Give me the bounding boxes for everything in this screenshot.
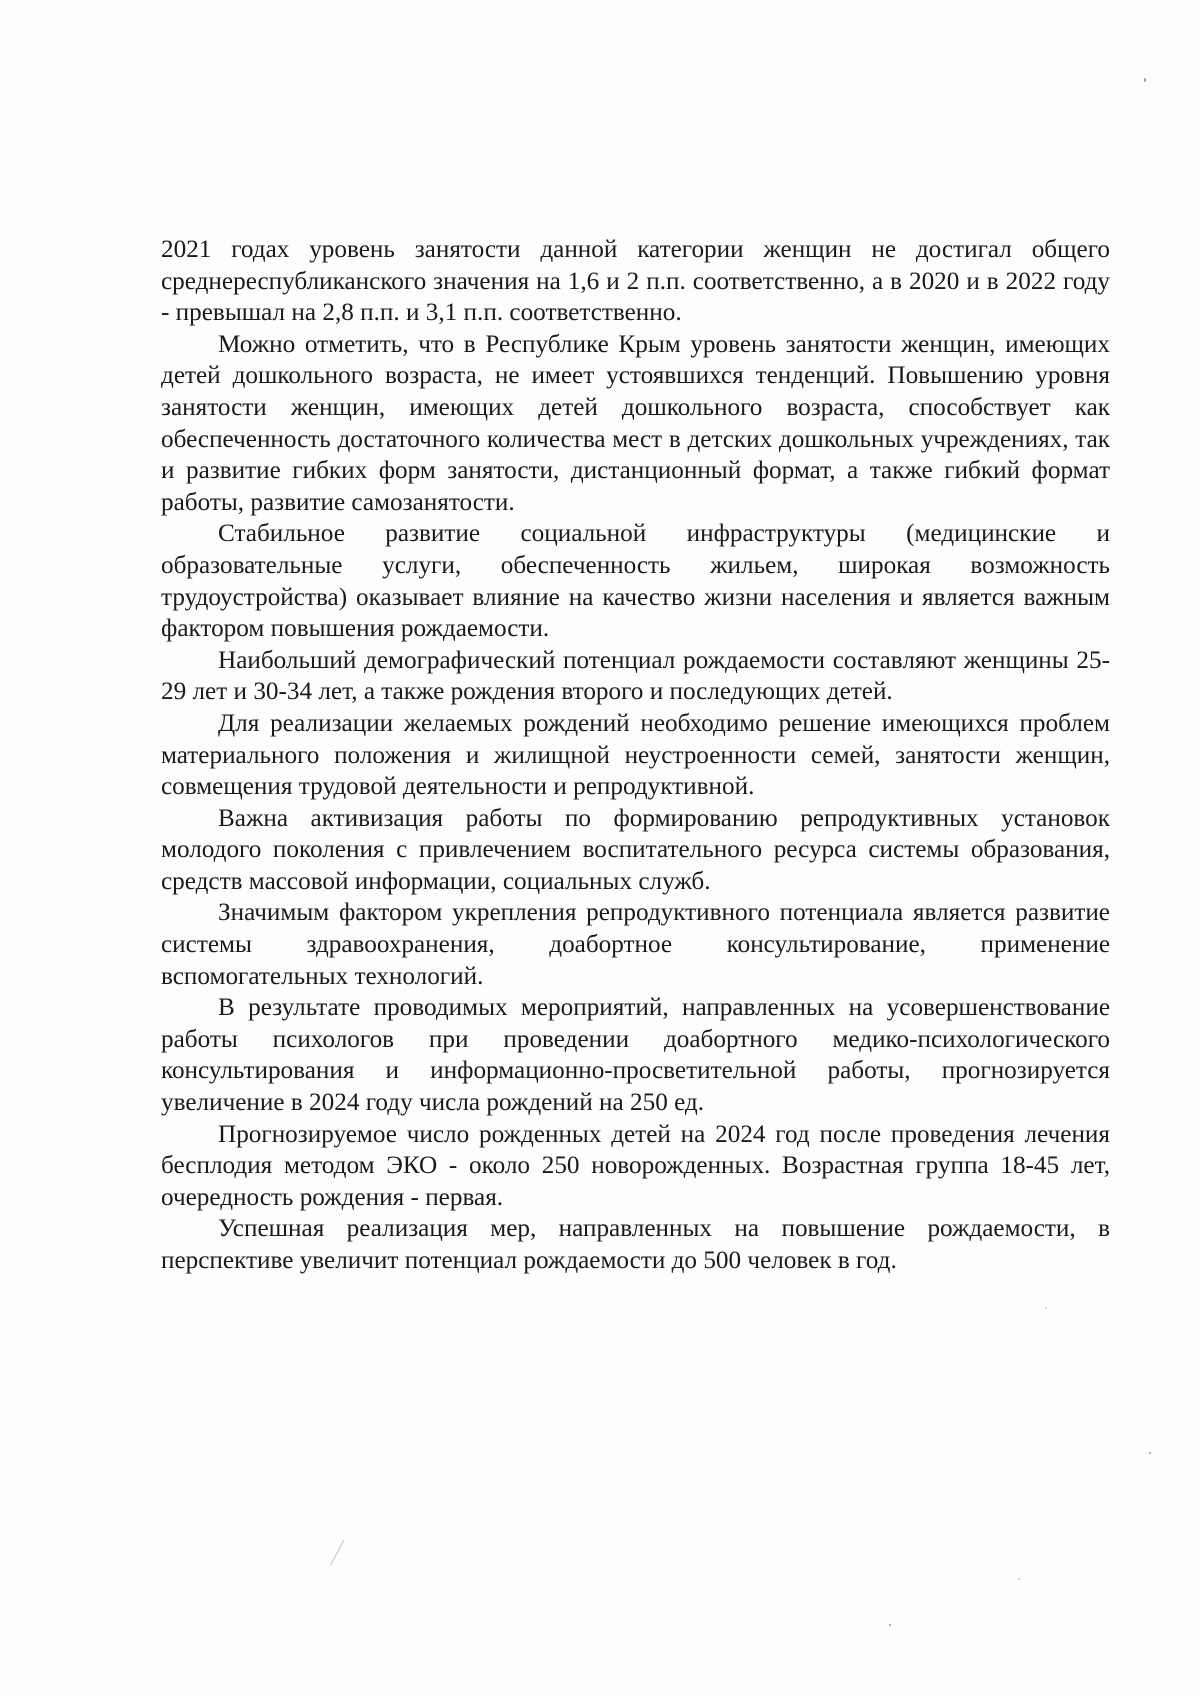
paragraph-psychologists-result: В результате проводимых мероприятий, направленных на усовершенствование работы психологов при проведении доабортного медико-психологического консультирования и информационно-просветительной работы, прогнозируется увеличение в 2024 году числа рождений на 250 ед. bbox=[161, 994, 1110, 1117]
paragraph-reproductive-attitudes: Важна активизация работы по формированию репродуктивных установок молодого поколения с привлечением воспитательного ресурса системы образования, средств массовой информации, социальных служб. bbox=[161, 804, 1110, 895]
scan-speck bbox=[889, 1624, 891, 1626]
scan-speck bbox=[1144, 78, 1146, 82]
document-body bbox=[161, 234, 1110, 1277]
paragraph-ivf-forecast: Прогнозируемое число рожденных детей на 2024 год после проведения лечения бесплодия методом ЭКО - около 250 новорожденных. Возрастная группа 18-45 лет, очередность рождения - первая. bbox=[161, 1120, 1110, 1211]
paragraph-desired-births: Для реализации желаемых рождений необходимо решение имеющихся проблем материального положения и жилищной неустроенности семей, занятости женщин, совмещения трудовой деятельности и репродуктивной. bbox=[161, 709, 1110, 801]
paragraph-demographic-potential: Наибольший демографический потенциал рождаемости составляют женщины 25-29 лет и 30-34 лет, а также рождения второго и последующих детей. bbox=[161, 646, 1110, 706]
paragraph-employment-continuation: 2021 годах уровень занятости данной категории женщин не достигал общего среднереспубликанского значения на 1,6 и 2 п.п. соответственно, а в 2020 и в 2022 году - превышал на 2,8 п.п. и 3,1 п.п. соответственно. bbox=[161, 236, 1110, 327]
scan-speck bbox=[1018, 1578, 1020, 1580]
paragraph-birth-rate-outlook: Успешная реализация мер, направленных на повышение рождаемости, в перспективе увеличит потенциал рождаемости до 500 человек в год. bbox=[161, 1215, 1110, 1274]
scan-speck bbox=[1045, 1307, 1047, 1309]
scan-scratch bbox=[330, 1540, 344, 1565]
paragraph-social-infrastructure: Стабильное развитие социальной инфраструктуры (медицинские и образовательные услуги, обеспеченность жильем, широкая возможность трудоустройства) оказывает влияние на качество жизни населения и является важным фактором повышения рождаемости. bbox=[161, 520, 1110, 643]
paragraph-employment-trends: Можно отметить, что в Республике Крым уровень занятости женщин, имеющих детей дошкольного возраста, не имеет устоявшихся тенденций. Повышению уровня занятости женщин, имеющих детей дошкольного возраста, способствует как обеспеченность достаточного количества мест в детских дошкольных учреждениях, так и развитие гибких форм занятости, дистанционный формат, а также гибкий формат работы, развитие самозанятости. bbox=[161, 330, 1110, 516]
scan-speck bbox=[1149, 1452, 1151, 1454]
paragraph-healthcare-factor: Значимым фактором укрепления репродуктивного потенциала является развитие системы здравоохранения, доабортное консультирование, применение вспомогательных технологий. bbox=[161, 899, 1110, 990]
